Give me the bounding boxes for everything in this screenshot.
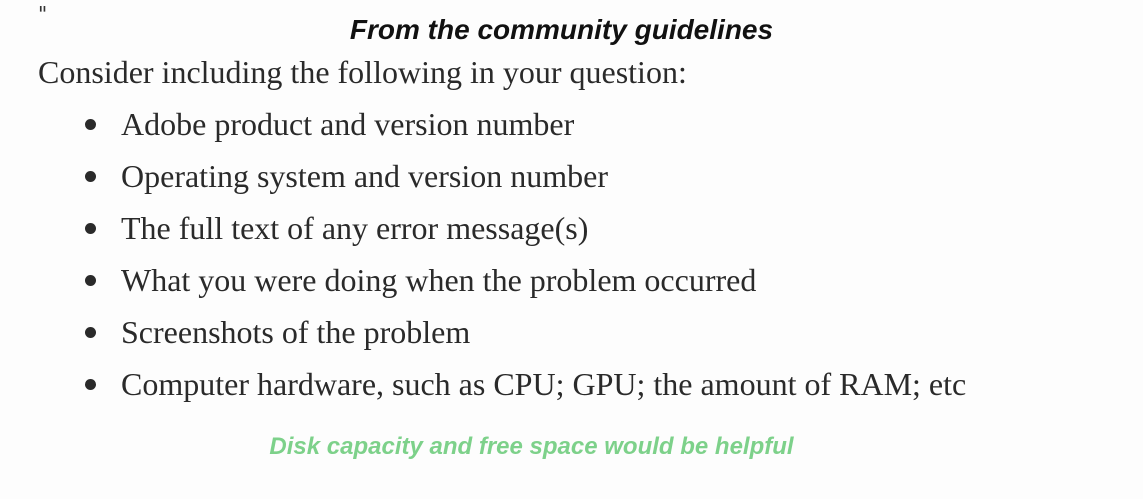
- list-item-text: Screenshots of the problem: [121, 314, 471, 350]
- list-item: [0, 154, 966, 206]
- list-item: [0, 102, 966, 154]
- guidelines-heading: From the community guidelines: [349, 14, 774, 45]
- list-item: [0, 258, 966, 310]
- footnote-text: Disk capacity and free space would be helpful: [269, 433, 794, 460]
- bullet-dot-icon: [85, 275, 96, 286]
- quote-mark: ": [38, 2, 48, 26]
- bullet-dot-icon: [85, 379, 96, 390]
- intro-text: Consider including the following in your question:: [38, 54, 687, 90]
- list-item-text: The full text of any error message(s): [121, 210, 589, 246]
- bullet-dot-icon: [85, 223, 96, 234]
- list-item: [0, 362, 966, 414]
- bullet-dot-icon: [85, 327, 96, 338]
- list-item: [0, 310, 966, 362]
- guidelines-list: [0, 102, 966, 414]
- list-item-text: What you were doing when the problem occurred: [121, 262, 757, 298]
- list-item: [0, 206, 966, 258]
- bullet-dot-icon: [85, 171, 96, 182]
- list-item-text: Adobe product and version number: [121, 106, 575, 142]
- list-item-text: Computer hardware, such as CPU; GPU; the amount of RAM; etc: [121, 366, 967, 402]
- list-item-text: Operating system and version number: [121, 158, 608, 194]
- bullet-dot-icon: [85, 119, 96, 130]
